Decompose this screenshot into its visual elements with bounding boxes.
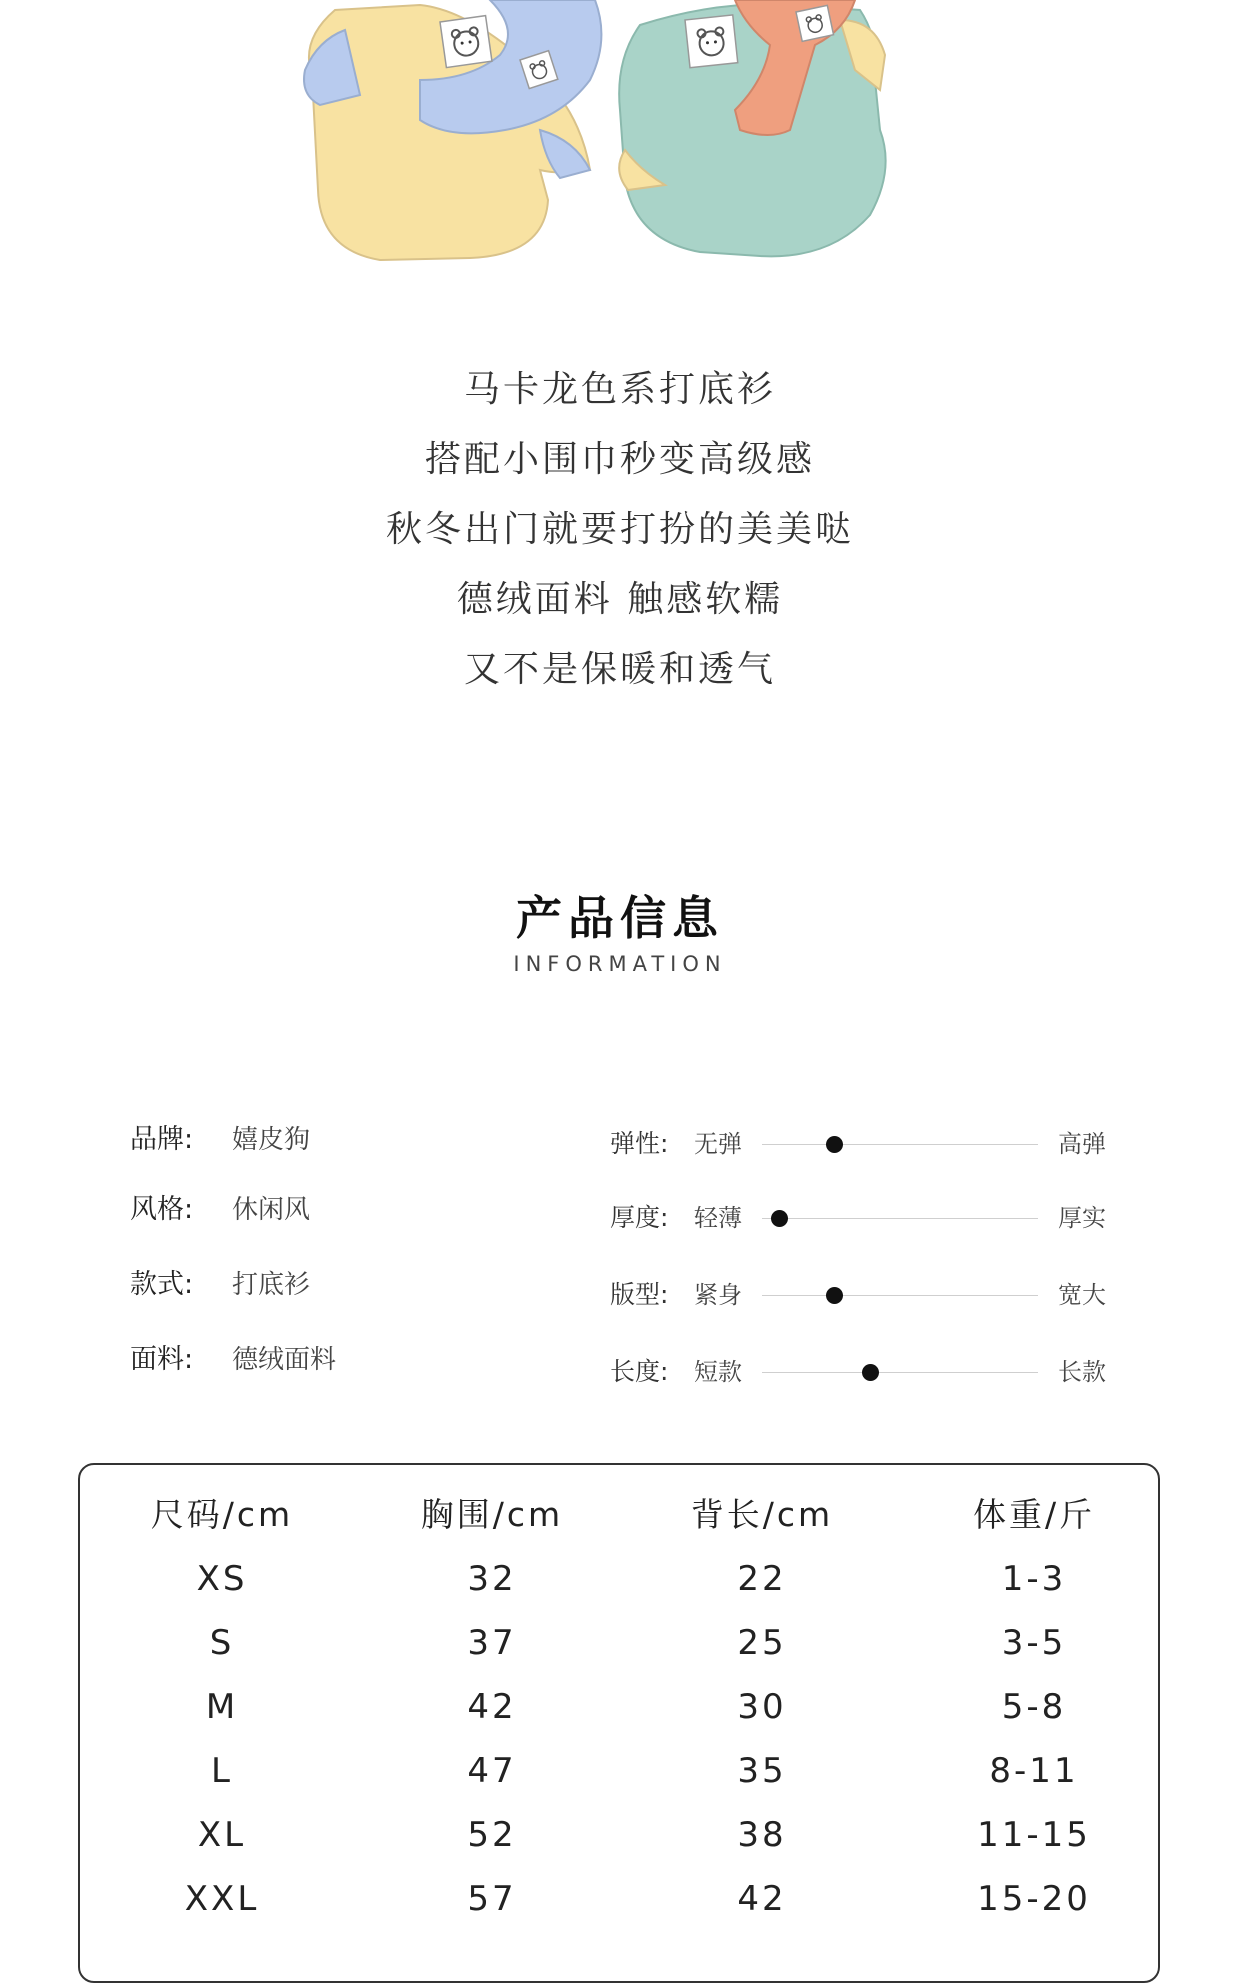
- table-row: [80, 1677, 1158, 1737]
- table-cell: XXL: [184, 1879, 260, 1919]
- table-cell: 11-15: [977, 1815, 1091, 1855]
- table-cell: 32: [467, 1559, 517, 1599]
- table-cell: 15-20: [977, 1879, 1091, 1919]
- scale-indicator: [771, 1210, 788, 1227]
- spec-value: 德绒面料: [232, 1345, 337, 1375]
- table-cell: 57: [467, 1879, 517, 1919]
- scale-length: [610, 1352, 1110, 1392]
- spec-row-fabric: [130, 1340, 337, 1380]
- bear-badge-icon: [685, 15, 738, 68]
- spec-row-brand: [130, 1120, 311, 1160]
- scale-max-label: 长款: [1058, 1358, 1106, 1386]
- table-cell: 5-8: [1001, 1687, 1067, 1727]
- scale-min-label: 短款: [694, 1358, 742, 1386]
- scale-label: 弹性:: [610, 1129, 669, 1158]
- table-cell: 35: [737, 1751, 787, 1791]
- table-row: [80, 1805, 1158, 1865]
- table-cell: S: [209, 1623, 235, 1663]
- promo-line: 又不是保暖和透气: [463, 649, 776, 690]
- table-header-row: [80, 1485, 1158, 1545]
- scale-track: [762, 1295, 1038, 1296]
- bear-badge-icon: [440, 16, 492, 68]
- promo-text-block: [0, 355, 1240, 705]
- scale-max-label: 高弹: [1058, 1130, 1106, 1158]
- product-illustration: [0, 0, 1240, 280]
- spec-value: 嬉皮狗: [232, 1125, 311, 1155]
- scale-min-label: 轻薄: [694, 1204, 742, 1232]
- spec-row-type: [130, 1265, 311, 1305]
- table-cell: 42: [737, 1879, 787, 1919]
- size-table: [78, 1463, 1160, 1983]
- section-title: 产品信息: [516, 891, 724, 945]
- table-cell: 47: [467, 1751, 517, 1791]
- scale-thickness: [610, 1198, 1110, 1238]
- table-cell: 3-5: [1001, 1623, 1067, 1663]
- promo-line: 搭配小围巾秒变高级感: [424, 439, 815, 480]
- table-row: [80, 1869, 1158, 1929]
- scale-track: [762, 1218, 1038, 1219]
- spec-label: 款式:: [130, 1269, 194, 1300]
- spec-row-style: [130, 1190, 311, 1230]
- table-cell: M: [205, 1687, 239, 1727]
- column-header: 体重/斤: [972, 1495, 1096, 1534]
- table-cell: 8-11: [989, 1751, 1079, 1791]
- table-cell: 37: [467, 1623, 517, 1663]
- bear-badge-icon: [796, 5, 834, 41]
- scale-min-label: 紧身: [694, 1281, 742, 1309]
- table-cell: 1-3: [1001, 1559, 1067, 1599]
- table-cell: 42: [467, 1687, 517, 1727]
- scale-indicator: [862, 1364, 879, 1381]
- scale-indicator: [826, 1136, 843, 1153]
- scale-track: [762, 1372, 1038, 1373]
- scale-max-label: 宽大: [1058, 1281, 1106, 1309]
- scale-label: 长度:: [610, 1357, 669, 1386]
- scale-fit: [610, 1275, 1110, 1315]
- promo-line: 马卡龙色系打底衫: [463, 369, 776, 410]
- table-cell: 30: [737, 1687, 787, 1727]
- table-cell: 38: [737, 1815, 787, 1855]
- scale-indicator: [826, 1287, 843, 1304]
- column-header: 背长/cm: [690, 1495, 834, 1534]
- scale-label: 版型:: [610, 1280, 669, 1309]
- scale-elasticity: [610, 1124, 1110, 1164]
- promo-line: 秋冬出门就要打扮的美美哒: [385, 509, 854, 550]
- table-row: [80, 1613, 1158, 1673]
- scale-label: 厚度:: [610, 1203, 669, 1232]
- scale-min-label: 无弹: [694, 1130, 742, 1158]
- spec-value: 打底衫: [232, 1270, 311, 1300]
- spec-label: 品牌:: [130, 1124, 194, 1155]
- table-row: [80, 1741, 1158, 1801]
- table-cell: 25: [737, 1623, 787, 1663]
- column-header: 尺码/cm: [150, 1495, 294, 1534]
- table-cell: 22: [737, 1559, 787, 1599]
- table-cell: L: [211, 1751, 233, 1791]
- table-row: [80, 1549, 1158, 1609]
- table-cell: 52: [467, 1815, 517, 1855]
- scale-max-label: 厚实: [1058, 1204, 1106, 1232]
- table-cell: XL: [197, 1815, 247, 1855]
- scale-track: [762, 1144, 1038, 1145]
- spec-label: 面料:: [130, 1344, 194, 1375]
- column-header: 胸围/cm: [420, 1495, 564, 1534]
- section-subtitle: INFORMATION: [513, 952, 727, 976]
- table-cell: XS: [196, 1559, 248, 1599]
- spec-value: 休闲风: [232, 1195, 311, 1225]
- spec-label: 风格:: [130, 1194, 194, 1225]
- promo-line: 德绒面料 触感软糯: [456, 579, 784, 620]
